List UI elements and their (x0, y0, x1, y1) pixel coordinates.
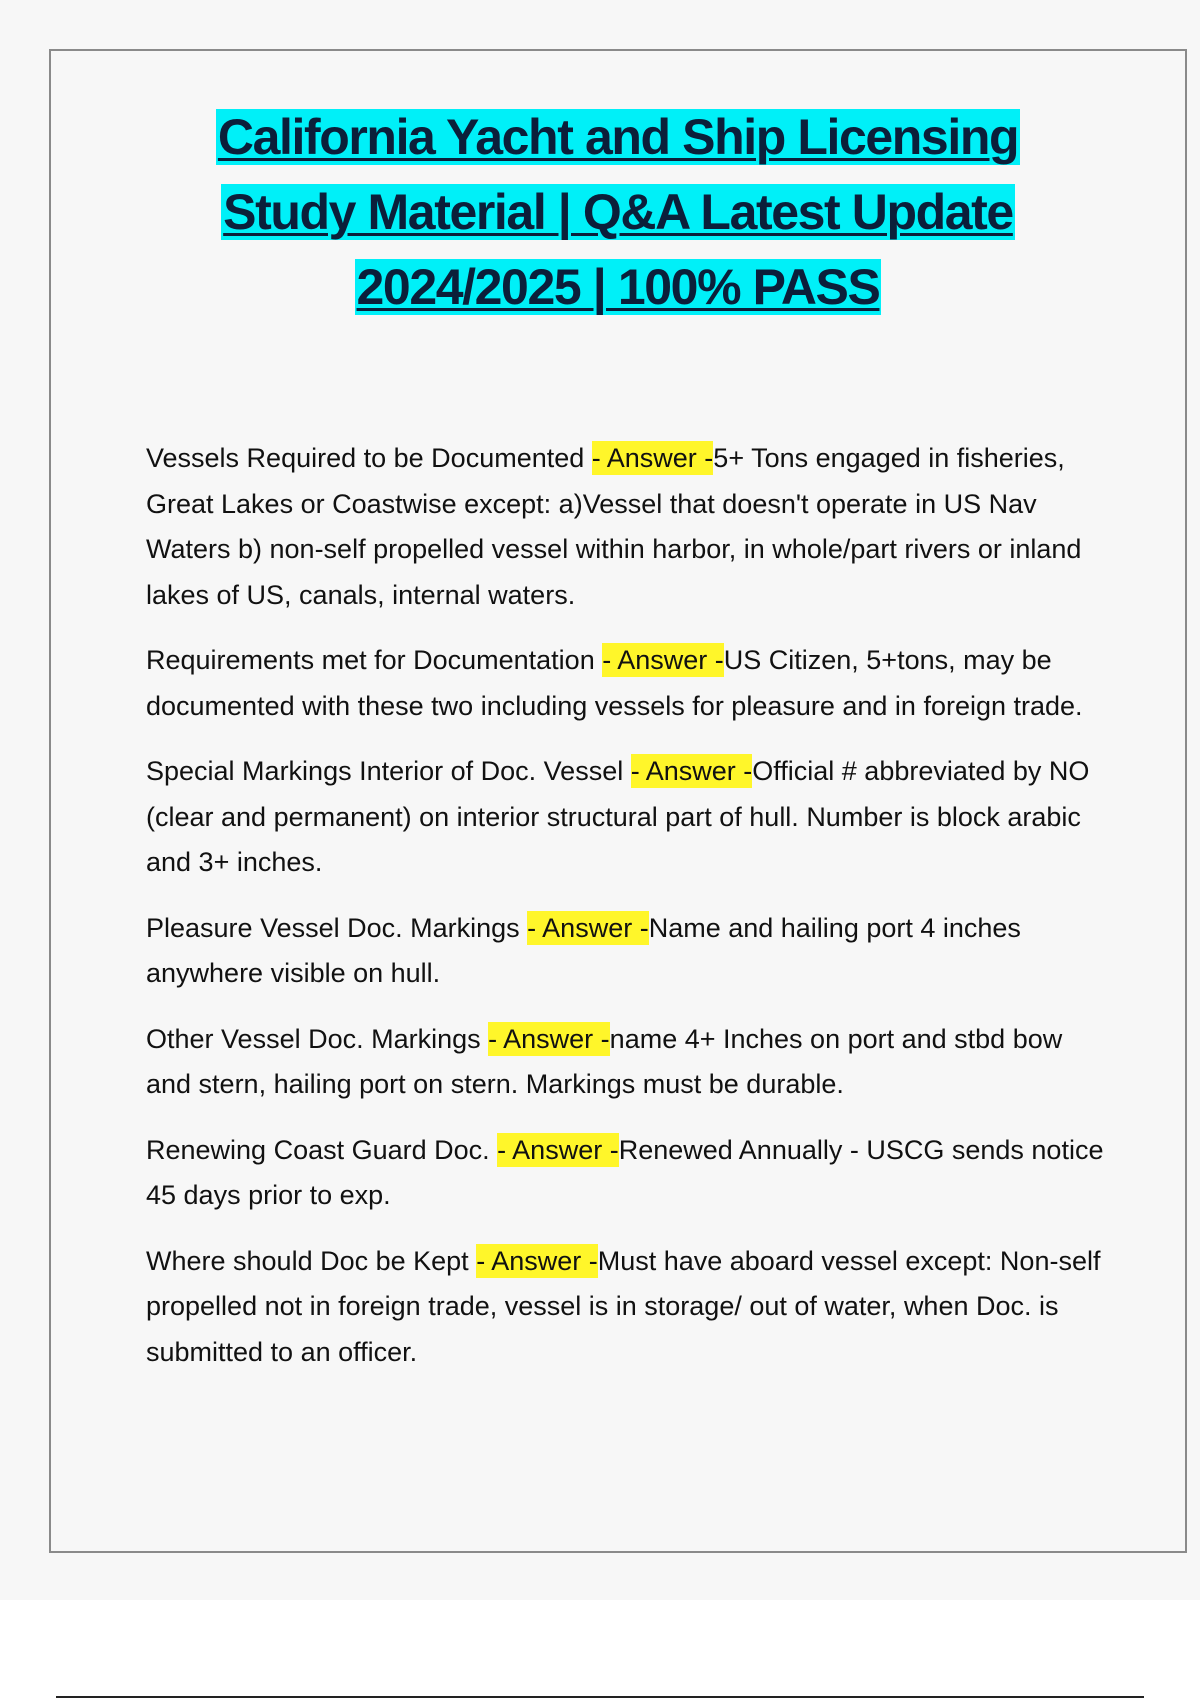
qa-answer: US Citizen, 5+tons, may be documented with these two including vessels for pleasure and in foreign trade. (146, 645, 1083, 721)
qa-question: Pleasure Vessel Doc. Markings (146, 912, 528, 943)
title-line-1: California Yacht and Ship Licensing (217, 109, 1019, 165)
answer-marker: - Answer - (476, 1245, 598, 1276)
qa-question: Requirements met for Documentation (146, 645, 603, 675)
qa-item (146, 749, 1106, 886)
qa-item (146, 436, 1106, 618)
title-line-3: 2024/2025 | 100% PASS (356, 259, 880, 315)
qa-question: Where should Doc be Kept (146, 1245, 477, 1276)
qa-question: Vessels Required to be Documented (146, 443, 592, 473)
qa-question: Special Markings Interior of Doc. Vessel (146, 756, 631, 786)
qa-question: Renewing Coast Guard Doc. (146, 1134, 498, 1165)
qa-item (146, 1017, 1106, 1108)
qa-item (146, 1128, 1106, 1219)
qa-answer: name 4+ Inches on port and stbd bow and stern, hailing port on stern. Markings must be durable. (146, 1023, 1063, 1099)
qa-question: Other Vessel Doc. Markings (146, 1023, 489, 1054)
qa-answer: Name and hailing port 4 inches anywhere visible on hull. (146, 912, 1021, 988)
qa-item (146, 906, 1106, 997)
qa-item (146, 638, 1106, 729)
title-line-2: Study Material | Q&A Latest Update (223, 184, 1013, 240)
bottom-divider (56, 1696, 1144, 1698)
qa-answer: 5+ Tons engaged in fisheries, Great Lakes or Coastwise except: a)Vessel that doesn't operate in US Nav Waters b) non-self propelled vessel within harbor, in whole/part rivers or inland lakes of US, canals, internal waters. (146, 443, 1082, 610)
document-title (60, 100, 1176, 325)
qa-answer: Renewed Annually - USCG sends notice 45 days prior to exp. (146, 1134, 1104, 1210)
answer-marker: - Answer - (602, 645, 724, 675)
qa-answer: Must have aboard vessel except: Non-self propelled not in foreign trade, vessel is in storage/ out of water, when Doc. is submitted to an officer. (146, 1245, 1101, 1367)
answer-marker: - Answer - (527, 912, 649, 943)
answer-marker: - Answer - (488, 1023, 610, 1054)
qa-answer: Official # abbreviated by NO (clear and permanent) on interior structural part of hull. Number is block arabic and 3+ inches. (146, 756, 1090, 877)
qa-list (146, 436, 1106, 1395)
answer-marker: - Answer - (497, 1134, 619, 1165)
qa-item (146, 1239, 1106, 1376)
answer-marker: - Answer - (591, 443, 714, 473)
answer-marker: - Answer - (630, 756, 753, 786)
